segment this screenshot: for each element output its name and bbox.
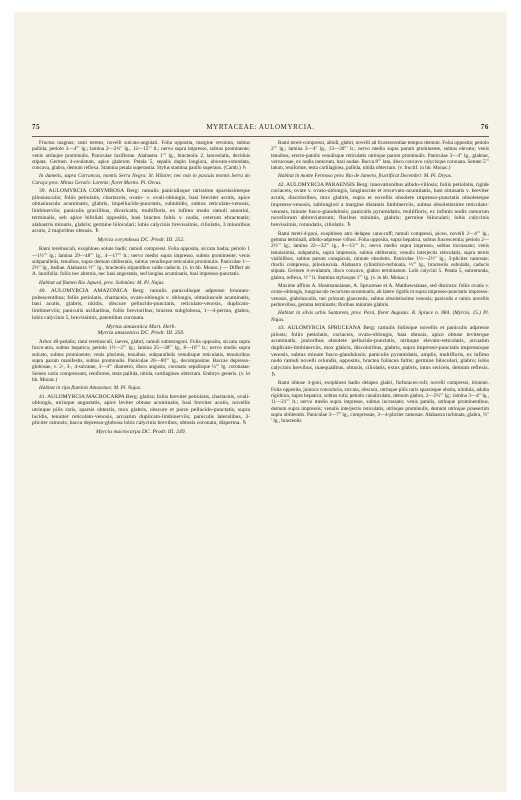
- species-entry: 43. AULOMYRCIA SPRUCEANA Berg: ramulis foliisque novellis et paniculis adpresse pilosis; foliis petiolatis, coriaceis, ovato-oblongis, basi obtusis, apice obtuse leviterque acuminatis, junioribus obsolete pellucido-punctatis, utrinque elevato-reticulatis, arcuatim duplicato-limbinerviis, mox glabris, discoloribus, glabris, supra impresso-punctatis impressoque venosis, subtus minute fusco-glandulosis; paniculis pyramidatis, amplis, multifloris, ex infimo nodo ramuli novelli oriundis, oppositis, bractea foliacea fultis; germine biloculari, glabro; lobis calycinis brevibus, inaequalibus, obtusis, ciliolatis, extus glabris, intus sericeis, demum reflexis. ♄: [271, 324, 489, 378]
- synonym: Myrtus amazonica Mart. Herb. Myrcia amazonica DC. Prodr. III. 250.: [97, 323, 185, 336]
- habitat-note: In dumetis, supra Carrancas, montis Serra Negra: St. Hilaire; nec non in pascuis montis Serra do Caraça prov. Minas Geraës: Lorentz; floret Martio. Pl. Orcas.: [32, 173, 250, 186]
- description-paragraph: Maxime affinis A. Hostmannianae, A. Sprucenae et A. Matthewsianae, sed distincta: foliis ovatis v. ovato-oblongis, longiuscule recurvato-acuminatis, ab latere rigidis et supra impresso-punctatis impresso-venosis, glabriusculis, nec primum glaucentis, subtus obsoletissime venosis; paniculis e ramis novellis perbrevibus, gemma terminatis; floribus minimis glabris.: [271, 283, 489, 308]
- description-paragraph: Rami tereti-compressi, albidi, glabri, novelli ad fructescentiae tempus demum. Folia opposita; petiolo 2′′′ lg.; lamina 3—4′′ lg., 13—30′′′ lt.; nervo medio supra parum prominente, subtus elevato; venis tenuibus, erecto-patulis venulisque reticulatis utrinque parum prominulis. Paniculae 3—4′′ lg., glabrae, verrucosae, ex nodis ramorum, basi nudae. Bacca 8′′′ lata, disco concavo calycisque coronata. Semen 5′′′ latum, reniforme, testa cartilaginea, pallida, nitida obtectum. (v. fructif. in hb. Monac.): [271, 140, 489, 172]
- right-column: [271, 140, 489, 427]
- species-entry: 39. AULOMYRCIA CORYMBOSA Berg: ramulis paniculisque rarissime sparsissimeque pilosiusculis; foliis petiolatis, chartaceis, ovato- v. ovali-oblongis, basi breviter acutis, apice obtusiusculo acuminatis, glabris, impellucido-punctatis, subnitidis, subtus reticulato-venosis, limbinerviis; paniculis gracilibus, divaricatis, multifloris, ex infimo modo ramuli annotini, terminalis, seb apice bifoliati oppositis, basi bracteo fultis v. nudis, ceterum ebracteatis; alabastris minutis, glabris; germine biloculari; lobis calycinis brevissimis, ciliolatis, 3 minoribus acutis, 2 majoribus obtusis. ♄: [32, 188, 250, 235]
- description-paragraph: Rami obtuse 4-goni, exophloeo badio delapso glabri, furfuraceo-rufi; novelli compressi, brunnei. Folia opposita, junioca concoloria, siccata, obscura, utrinque pilis raris sparsisque obsita, nitidula, adulta rigidiora, supra hepatica, subtus rufa; petiolo canaliculato, demum glabro, 2—2½′′′ lg.; lamina 3—4′′ lg., 11—21′′′ lt.; nervo medio supra impresso, subtus incrassato; venis patulis, utrinque prominentibus, demum supra impressis; venulis interjectis reticulatis, utrinque prominulis, demum utrinque praesertim supra obliteratis. Paniculae 3—7′′ lg., compressae, 3—4-pliciter ramosae. Alabastra turbinata, glabra, ⅔′′′ lg., bracteolis: [271, 380, 489, 425]
- species-entry: 42. AULOMYRCIA PARAENSIS Berg: innovationibus albido-villosis; foliis petiolatis, rigide coriaceis, ovate v. ovato-oblongis, longiuscule et recurvato-acuminatis, basi obtusatis v. breviter acutis, discoloribus, mox glabris, supra et novellis obsolete impresso-punctatis obsoleteque impresso-venosis, sublongiori a margine distantis limbinerviis, subtus obsoletissime reticulato-venosis, minute fusco-glandulosis; paniculis pyramidatis, multifloris, ex infimis nodis ramorum novellorum abbreviatorum; floribus minimis, glabris; germine biloculari; lobis calycinis brevissimis, rotundatis, ciliolatis. ♄: [271, 181, 490, 228]
- description-paragraph: Rami teretiusculi, exophloeo solute badii; ramuli compressi. Folia opposita, siccata badia; petiolo 1—1½′′′ lg.; lamina 29—48′′′ lg., 4—17′′′ lt.; nervo medio supra impresso, subtus prominente; venis subparallelis, tenuibus, supra demum obliteratis, subtus venulisque reticulatis prominulis. Paniculae 1—2½′′ lg., badiae. Alabastra ½′′′ lg., bracteolis stipantibus valde caducis. (v. in hb. Monac.) — Differt ab A. laurifolia: foliis nec alternis, nec basi angustatis, sed longius acuminatis, basi impresso-punctatis.: [32, 246, 250, 278]
- header-rule: [32, 136, 489, 137]
- page-number-right: 76: [480, 123, 489, 131]
- description-paragraph: Fructus magnus; rami teretes, novelli sulcato-angulati. Folia opposita, margine revoluta, subtus pallida; petiolo 3—4′′′ lg.; lamina 2—2½′′ lg., 12—15′′′ lt.; nervo supra impresso, subtus prominente; venis utrinque prominulis. Paniculae laxiflorae. Alabastra 1′′′ lg., bracteolis 2, lanceolatis, deciduis stipata. Germen 4-ovulatum, apice glabrum. Petala 5, sepalis duplo longiora, obovato-rotundata, concava, glabra, demum reflexa. Stamina petala superantia. Stylus stamina paullo superans. (Camb.) ♄: [32, 140, 250, 172]
- running-header: [14, 123, 507, 135]
- habitat-note: Habitat ad flumen Rio Japurá, prov. Solimões: M. Pl. Najas.: [39, 279, 165, 286]
- habitat-note: Habitat in monte Fermoso prov. Rio de Janeiro, fructificat Decembri: M. Pl. Dryas.: [278, 173, 452, 180]
- left-column: [32, 140, 250, 438]
- synonym: Myrcia macrocarpa DC. Prodr. III. 249.: [96, 429, 186, 436]
- species-entry: 41. AULOMYRCIA MACROCARPA Berg: glabra; foliis breviter petiolatis, chartaceis, ovali-oblongis, utrinque angustatis, apice leviter obtuse acuminatis, basi breviter acutis, novellis utrinque pilis raris, sparsis obtectis, mox glabris, obscure et parce pellucido-punctatis, supra lucidis, tenuiter reticulato-venosis, arcuatim duplicato-limbinerviis; paniculis lateralibus, 3-pliciter ramosis; bacca depresso-globosa lobis calycinis brevibus, obtusis coronata, disperma. ♄: [32, 393, 250, 427]
- description-paragraph: Rami tereti-4-goni, exophloeo atro delapso cano-ruff; ramuli compressi, piceo, novelli 2—4′′′ lg., gemma terminali, albido-adpresse villosi. Folia opposita, supra hepatica, subtus fuscescentia; petiolo 2—2½′′′ lg.; lamina 22—32′′′ lg., 8—13′′′ lt.; nervo medio supra impresso, subtus incrassato; venis tenuissimis, subpatulis, supra impressis, subtus obliteratis; venulis interjectis reticulatis, supra ternis visibilibus, subtus parum conspicuis, minute obsoletis. Paniculae 1½—2½′′ lg., 3-pliciter ramosae; rhachi compressa, pilosiuscula. Alabastra cylindrico-turbinata, ⅓′′′ lg., bracteolis subulatis, caducis stipata. Germen 4-ovulatum, disco concavo, glabro terminatum. Lobi calycini 5. Petala 5, subrotunda, glabra, reflexa, ½′′′ lt. Stamina stylusque 1′′′ lg. (v. in hb. Monac.): [271, 230, 489, 281]
- page-number-left: 75: [32, 123, 41, 131]
- book-page: [14, 12, 507, 792]
- species-entry: 40. AULOMYRCIA AMAZONICA Berg: ramulis paniculisque adpresse brunneo- pubescentibus; foliis petiolatis, chartaceis, ovato-oblongis v. oblongis, obtusiuscule acuminatis, basi acutis, glabris, nitidis, obscure pellucido-punctatis, reticulato-venosis, duplicato-limbinerviis; paniculis axillaribus, foliis brevioribus; bractea subglobosa, 1—4-perma, glabra, lobis calycinis 5, brevissimis, patentibus coronata.: [32, 288, 250, 321]
- description-paragraph: Arbor 40-pedalis; rami teretiusculi, laeves, glabri; ramuli subtetragoni. Folia opposita, siccata supra fusco-atra, subtus hepatica; petiolo 1½—2′′′ lg.; lamina 25—38′′′ lg., 8—16′′′ lt.; nervo medio supra sulcato, subtus prominente; venis plurimis, tenuibus, subparallelis venulisque reticulatis, tenuioribus supra parum manifestis, subtus prominulis. Paniculae 20—80′′′ lg., decompositae. Baccae depresso-globosae, v. 2-, 3-, 4-sulcatae, 3—4′′′ diametro, disco angusto, coronato sepalisque ¼′′′ lg. coronatae. Semen vario compressum, reniforme, testa pallida, nitida, cartilagineo obtectum. Embryo generis. (v. in hb. Monac.): [32, 339, 250, 383]
- habitat-note: Habitat in silvis urbis Santarem, prov. Pará, floret Augusto: R. Spruce n. 884. (Myrcia, 15.) Pl. Najas.: [271, 310, 489, 323]
- synonym: Myrcia corymbosa DC. Prodr. III. 252.: [97, 237, 185, 243]
- running-title: MYRTACEAE: AULOMYRCIA.: [206, 123, 315, 131]
- habitat-note: Habitat in ripa fluminis Amazonas: M. Pl. Najas.: [39, 385, 142, 392]
